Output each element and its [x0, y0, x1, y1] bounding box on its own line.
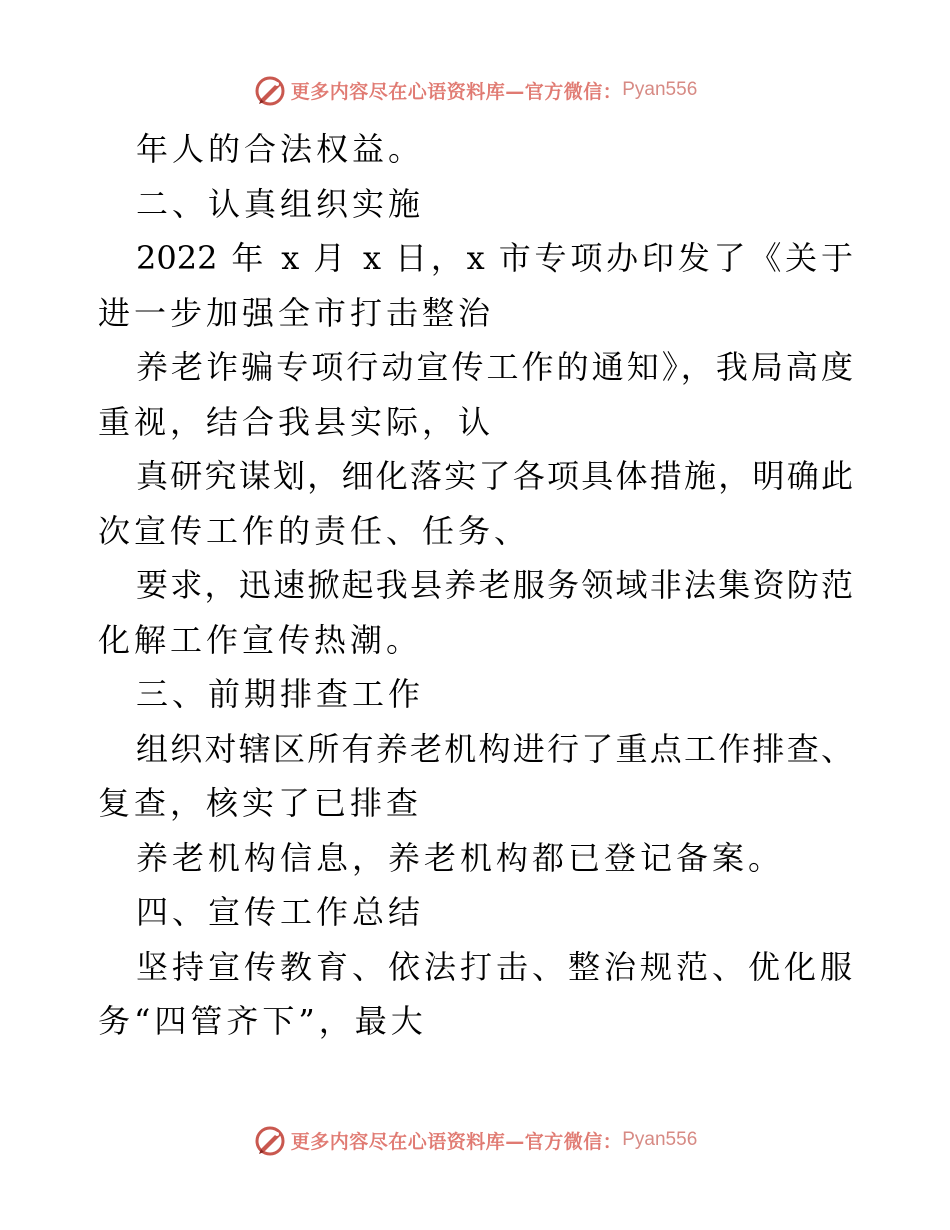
section-heading: 二、认真组织实施	[136, 184, 425, 223]
text-line: 重视，结合我县实际，认	[98, 402, 495, 441]
text-line: 化解工作宣传热潮。	[98, 620, 423, 659]
watermark-wechat-id: Pyan556	[622, 79, 698, 100]
body-text	[98, 122, 857, 1049]
text-line: 养老诈骗专项行动宣传工作的通知》，我局高度	[136, 348, 853, 386]
text-line: 复查，核实了已排查	[98, 784, 423, 822]
section-heading: 四、宣传工作总结	[136, 893, 425, 931]
header-watermark	[0, 72, 950, 108]
text-line: 进一步加强全市打击整治	[98, 293, 495, 332]
text-line: 坚持宣传教育、依法打击、整治规范、优化服	[136, 947, 857, 986]
logo-pen-icon	[253, 73, 287, 107]
text-line: 真研究谋划，细化落实了各项具体措施，明确此	[136, 457, 853, 495]
logo-pen-icon	[253, 1123, 287, 1157]
text-line: 务“四管齐下”，最大	[98, 1002, 427, 1040]
section-heading: 三、前期排查工作	[136, 675, 425, 713]
text-line: 要求，迅速掀起我县养老服务领域非法集资防范	[136, 566, 853, 604]
text-line: 年人的合法权益。	[136, 130, 425, 168]
watermark-text: 更多内容尽在心语资料库—官方微信：	[290, 80, 623, 103]
text-line: 2022 年 x 月 x 日，x 市专项办印发了《关于	[136, 239, 853, 277]
footer-watermark	[0, 1122, 950, 1158]
watermark-wechat-id: Pyan556	[622, 1129, 698, 1150]
text-line: 组织对辖区所有养老机构进行了重点工作排查、	[136, 729, 853, 768]
text-line: 次宣传工作的责任、任务、	[98, 511, 531, 550]
text-line: 养老机构信息，养老机构都已登记备案。	[136, 838, 785, 877]
watermark-text: 更多内容尽在心语资料库—官方微信：	[290, 1130, 623, 1153]
